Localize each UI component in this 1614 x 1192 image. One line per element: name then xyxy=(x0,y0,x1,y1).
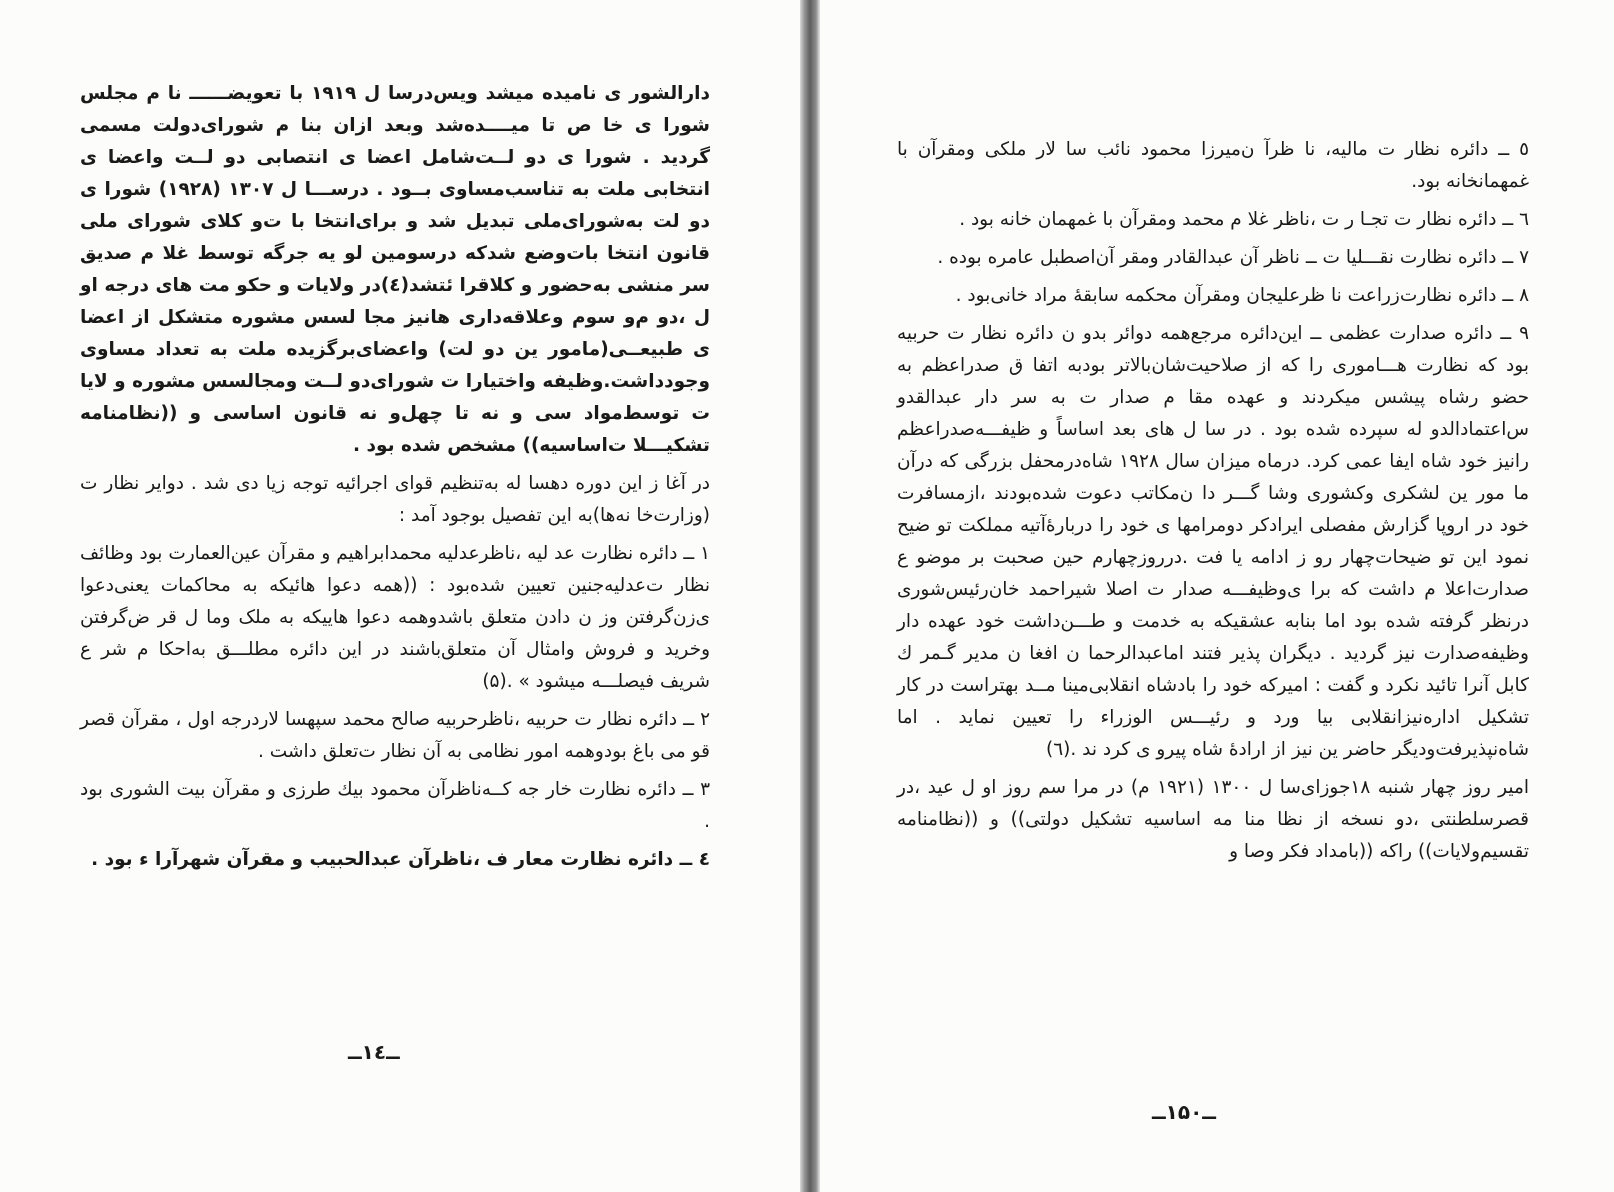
paragraph: ٥ ــ دائره نظار ت مالیه، نا ظرآ ن‌میرزا محمود نائب سا لار ملکی ومقرآن با غمهمانخانه بود. xyxy=(897,139,1529,192)
left-page xyxy=(0,0,800,1192)
book-gutter xyxy=(800,0,820,1192)
paragraph: امیر روز چهار شنبه ۱۸جوزای‌سا ل ۱۳۰۰ (۱۹۲۱ م) در مرا سم روز او ل عید ،در قصرسلطنتی ،دو نسخه از نظا منا مه اساسیه تشکیل دولتی)) و ((نظامنامه تقسیم‌ولایات)) راکه ((بامداد فکر وصا و xyxy=(897,777,1530,862)
paragraph: ٨ ــ دائره نظارت‌زراعت نا ظرعلیجان ومقرآن محکمه سابقهٔ مراد خانی‌بود . xyxy=(955,285,1529,306)
paragraph: ٦ ــ دائره نظار ت تجـا ر ت ،ناظر غلا م محمد ومقرآن با غمهمان خانه بود . xyxy=(959,209,1529,230)
paragraph: ۱ ــ دائره نظارت عد لیه ،ناظرعدلیه محمدابراهیم و مقرآن عین‌العمارت بود وظائف نظار ت‌عدلیه‌جنین تعیین شده‌بود : ((همه دعوا هائیکه به محاکمات یعنی‌دعوا ی‌زن‌گرفتن وز ن دادن متعلق باشدوهمه دعوا هاییکه به ملک وما ل قر ض‌گرفتن وخرید و فروش وامثال آن متعلق‌باشند در این دائره مطلـــق به‌احکا م شر ع شریف فیصلـــه میشود » .(۵) xyxy=(80,543,710,692)
paragraph: در آغا ز این دوره دهسا له به‌تنظیم قوای اجرائیه توجه زیا دی شد . دوایر نظار ت (وزارت‌خا نه‌ها)به این تفصیل بوجود آمد : xyxy=(80,473,710,526)
page-number: ــ۱٤ــ xyxy=(348,1040,400,1064)
right-page-text xyxy=(897,134,1529,874)
left-page-text xyxy=(80,78,710,882)
paragraph: دارالشور ی نامیده میشد ویس‌درسا ل ۱۹۱۹ با تعویضــــــ نا م مجلس شورا ی خا ص تا میــــده‌شد وبعد ازان بنا م شورای‌دولت مسمی گردید . شورا ی دو لــت‌شامل اعضا ی انتصابی دو لــت واعضا ی انتخابی ملت به تناسب‌مساوی بــود . درســـا ل ۱۳۰۷ (۱۹۲۸) شورا ی دو لت به‌شورای‌ملی تبدیل شد و برای‌انتخا با ت‌و کلای شورای ملی قانون انتخا بات‌وضع شدکه درسومین لو یه جرگه توسط غلا م صدیق سر منشی به‌حضور و کلاقرا ئتشد(٤)در ولایات و حکو مت های درجه او ل ،دو م‌و سوم وعلاقه‌داری هانیز مجا لسس مشوره متشکل از اعضا ی طبیعــی(مامور ین دو لت) واعضای‌برگزیده ملت به تعداد مساوی وجودداشت.وظیفه واختیارا ت شورای‌دو لــت ومجالسس مشوره و لایا ت توسط‌مواد سی و نه تا چهل‌و نه قانون اساسی و ((نظامنامه تشکیـــلا ت‌اساسیه)) مشخص شده بود . xyxy=(80,83,711,456)
paragraph: ٤ ــ دائره نظارت معار ف ،ناظرآن عبدالحبیب و مقرآن شهرآرا ء بود . xyxy=(91,849,710,870)
page-number: ــ۱۵۰ــ xyxy=(1152,1100,1216,1124)
paragraph: ۲ ــ دائره نظار ت حربیه ،ناظرحربیه صالح محمد سپهسا لاردرجه اول ، مقرآن قصر قو می باغ بودوهمه امور نظامی به آن نظار ت‌تعلق داشت . xyxy=(80,709,710,762)
paragraph: ٧ ــ دائره نظارت نقـــلیا ت ــ ناظر آن عبدالقادر ومقر آن‌اصطبل عامره بوده . xyxy=(937,247,1529,268)
paragraph: ۹ ــ دائره صدارت عظمی ــ این‌دائره مرجع‌همه دوائر بدو ن دائره نظار ت حربیه بود که نظارت هـــاموری را که از صلاحیت‌شان‌بالاتر بودبه اتفا ق صدراعظم به حضو رشاه پیشس میکردند و عهده مقا م صدار ت به سر دار عبدالقدو س‌اعتمادالدو له سپرده شده بود . در سا ل های بعد اساساً و ظیفـــه‌صدراعظم رانیز خود شاه ایفا عمی کرد. درماه میزان سال ۱۹۲۸ شاه‌درمحفل بزرگی که درآن ما مور ین لشکری وکشوری وشا گـــر دا ن‌مکاتب دعوت شده‌بودند ،ازمسافرت خود در اروپا گزارش مفصلی ایرادکر دومرامها ی خود را دربارهٔ‌آتیه مملکت تو ضیح نمود این تو ضیحات‌چهار رو ز ادامه یا فت .درروزچهارم حین صحبت بر موضو ع صدارت‌اعلا م داشت که برا ی‌وظیفـــه صدار ت اصلا شیراحمد خان‌رئیس‌شوری درنظر گرفته شده بود اما بنابه عشقیکه به خدمت و طـــن‌داشت خود عهده دار وظیفه‌صدارت نیز گردید . دیگران پذیر فتند اماعبدالرحما ن افغا ن مدیر گـمر ك کابل آنرا تائید نکرد و گفت : امیرکه خود را بادشاه انقلابی‌مینا مــد بهتراست در کار تشکیل اداره‌نیزانقلابی بیا ورد و رئیـــس الوزراء را تعیین نماید . اما شاه‌نپذیرفت‌ودیگر حاضر ین نیز از ارادهٔ شاه پیرو ی کرد ند .(٦) xyxy=(897,323,1529,760)
paragraph: ۳ ــ دائره نظارت خار جه کــه‌ناظرآن محمود بیك طرزی و مقرآن بیت الشوری بود . xyxy=(80,779,710,832)
